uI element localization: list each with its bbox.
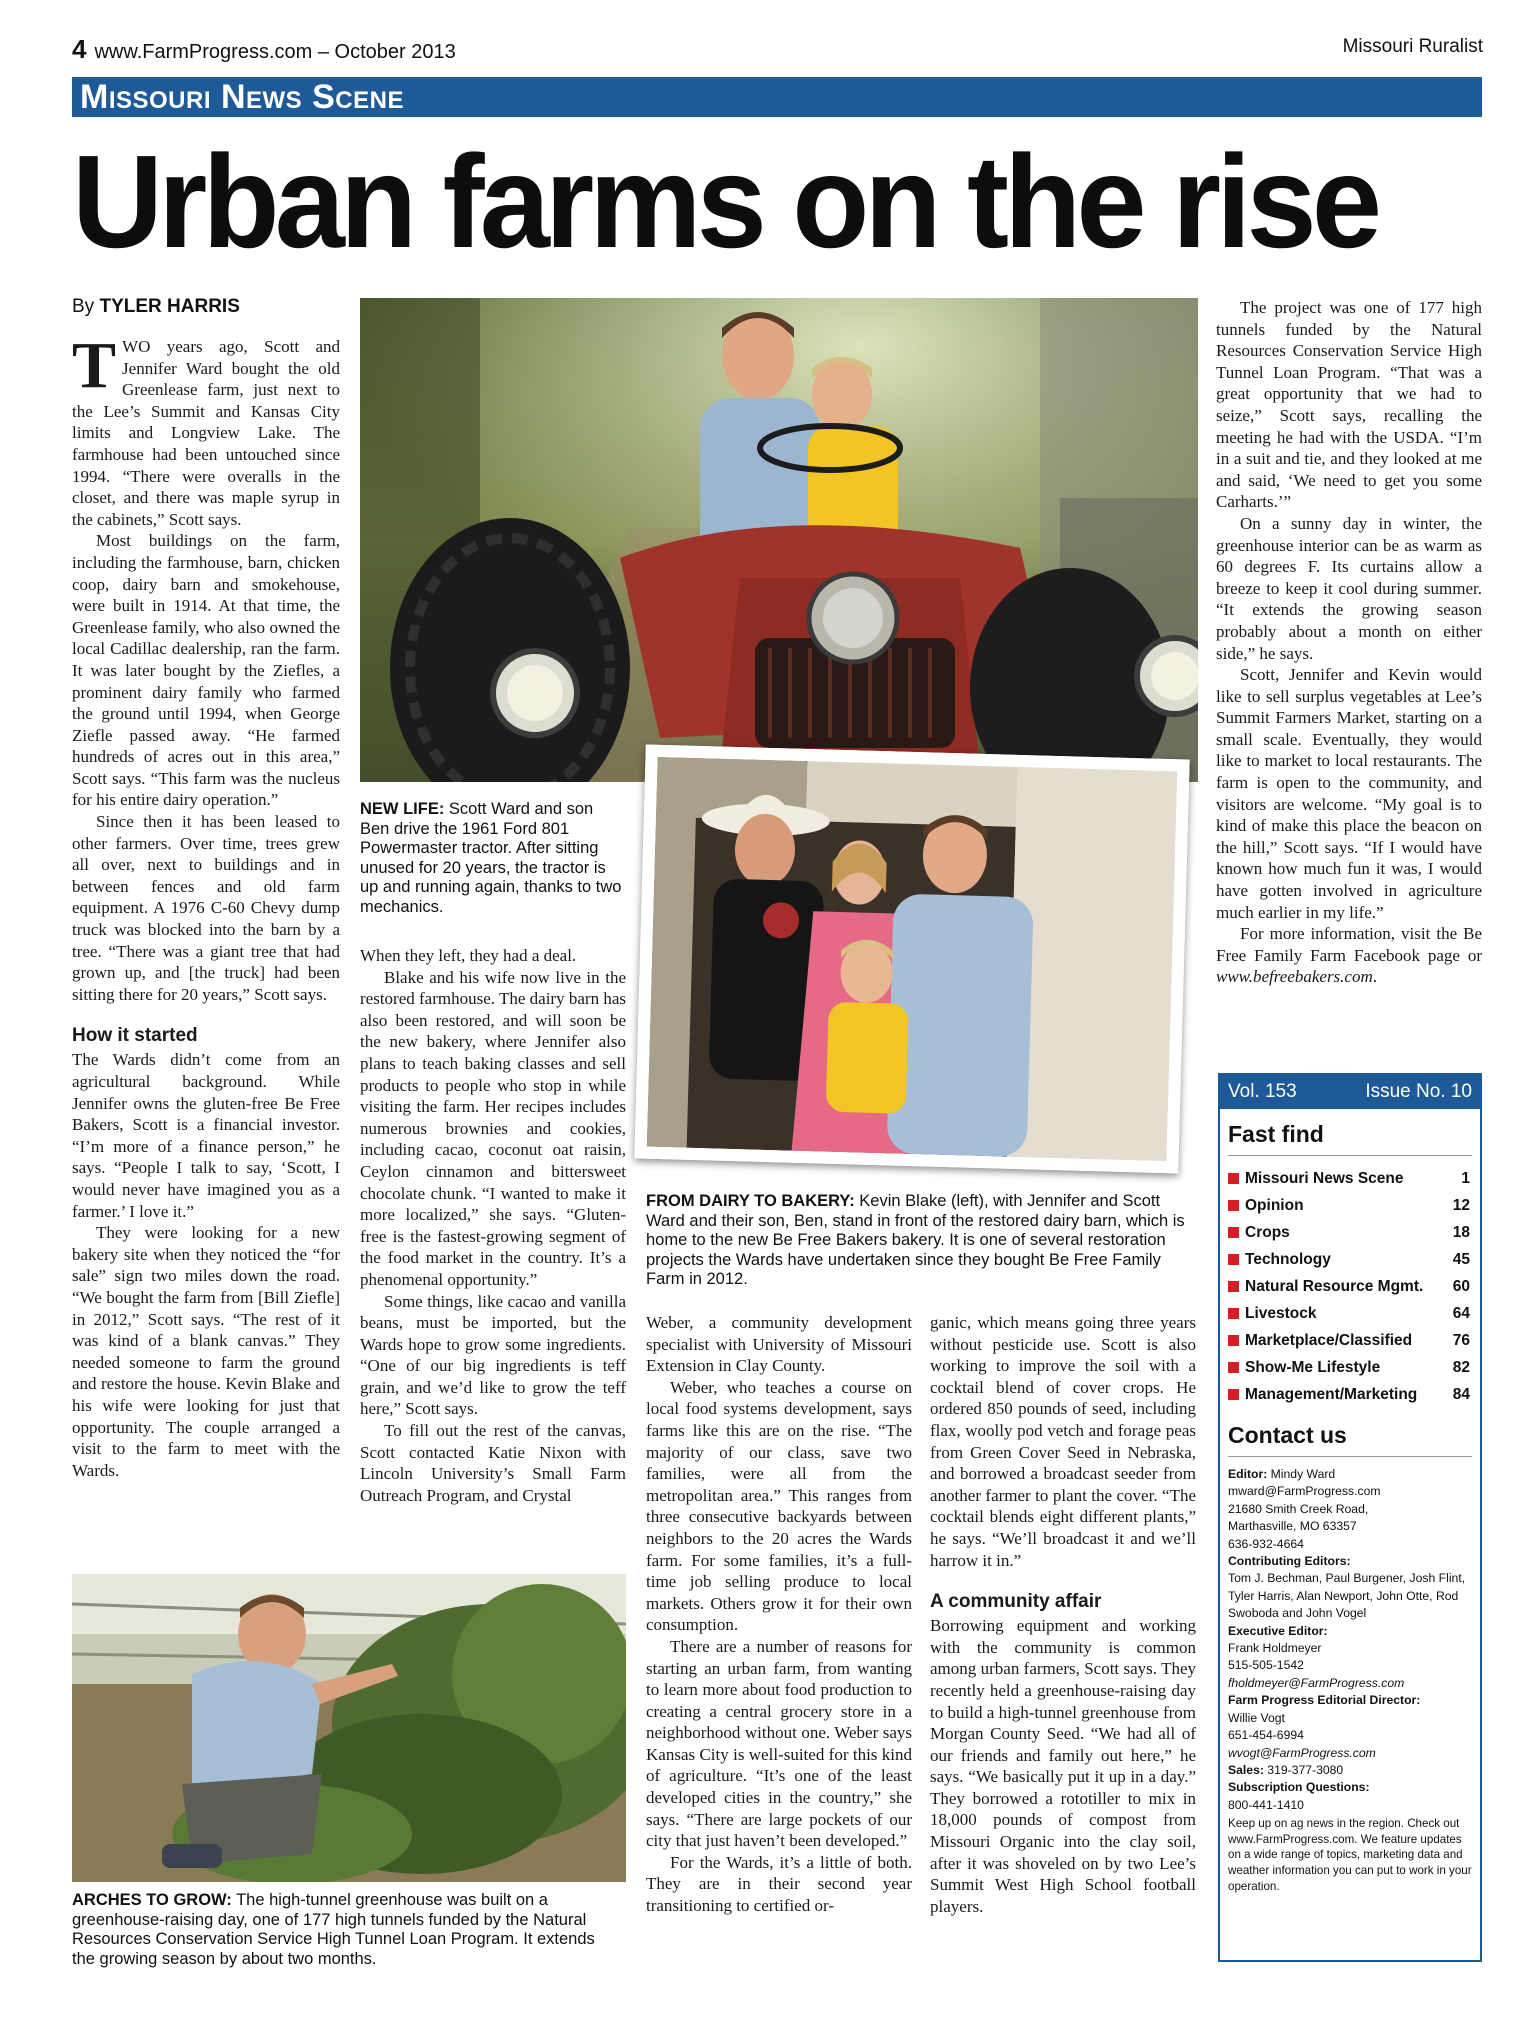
issue-number: Issue No. 10: [1365, 1081, 1472, 1102]
caption-label: FROM DAIRY TO BAKERY:: [646, 1192, 855, 1210]
fast-find-page: 82: [1452, 1359, 1470, 1376]
more-info-text: For more information, visit the Be Free Family Farm Facebook page or: [1216, 924, 1482, 965]
paragraph: Weber, who teaches a course on local food systems development, says farms like this are on the rise. “The majority of our class, save two families, were all from the metropolitan area.” This ranges from three consecutive backyards between neighbors to the 20 acres the Wards farm. For some families, it’s a full-time job selling produce to local markets. Others grow it for their own consumption.: [646, 1377, 912, 1635]
paragraph: [1216, 923, 1482, 988]
red-square-icon: [1228, 1308, 1239, 1319]
editor-address-2: Marthasville, MO 63357: [1228, 1519, 1357, 1534]
site-date: www.FarmProgress.com – October 2013: [94, 41, 456, 63]
caption-text: Kevin Blake (left), with Jennifer and Scott Ward and their son, Ben, stand in front of the restored dairy barn, which is home to the new Be Free Bakers bakery. It is one of several restoration projects the Wards have undertaken since they bought Be Free Family Farm in 2012.: [646, 1192, 1185, 1288]
lead-paragraph: [72, 329, 340, 530]
family-illustration: [647, 757, 1178, 1161]
contact-us-title: Contact us: [1228, 1422, 1347, 1448]
sales-label: Sales:: [1228, 1762, 1264, 1777]
contributing-label: Contributing Editors:: [1228, 1554, 1351, 1569]
keep-up-note: Keep up on ag news in the region. Check out www.FarmProgress.com. We feature updates on a wide range of topics, marketing data and weather information you can put to work in your operation.: [1228, 1817, 1472, 1893]
fast-find-label: Show-Me Lifestyle: [1245, 1359, 1381, 1376]
tractor-photo: [360, 298, 1198, 782]
fast-find-page: 76: [1452, 1332, 1470, 1349]
red-square-icon: [1228, 1335, 1239, 1346]
folio: [72, 34, 456, 65]
more-info-end: .: [1372, 967, 1377, 987]
caption-dairy-to-bakery: [646, 1192, 1186, 1290]
red-square-icon: [1228, 1200, 1239, 1211]
director-email[interactable]: wvogt@FarmProgress.com: [1228, 1745, 1376, 1760]
fast-find-label: Crops: [1245, 1224, 1290, 1241]
fast-find-label: Technology: [1245, 1251, 1331, 1268]
paragraph: Since then it has been leased to other farmers. Over time, trees grew all over, next to buildings and in between fences and old farm equipment. A 1976 C-60 Chevy dump truck was blocked into the barn by a tree. “There was a giant tree that had grown up, and [the truck] had been sitting there for 20 years,” Scott says.: [72, 812, 340, 1004]
red-square-icon: [1228, 1362, 1239, 1373]
fast-find-label: Opinion: [1245, 1197, 1304, 1214]
caption-text: Scott Ward and son Ben drive the 1961 Ford 801 Powermaster tractor. After sitting unused for 20 years, the tractor is up and running again, thanks to two mechanics.: [360, 800, 622, 916]
director-label: Farm Progress Editorial Director:: [1228, 1693, 1421, 1708]
editor-email[interactable]: mward@FarmProgress.com: [1228, 1484, 1381, 1499]
greenhouse-illustration: [72, 1574, 626, 1882]
column-1: [72, 329, 340, 1481]
column-4: [930, 1312, 1196, 1917]
paragraph: Weber, a community development specialist with University of Missouri Extension in Clay County.: [646, 1313, 912, 1376]
caption-label: ARCHES TO GROW:: [72, 1891, 232, 1909]
executive-label: Executive Editor:: [1228, 1623, 1328, 1638]
paragraph: Some things, like cacao and vanilla beans, must be imported, but the Wards hope to grow some ingredients. “One of our big ingredients is teff grain, and we’d like to grow the teff here,” Scott says.: [360, 1291, 626, 1419]
paragraph: There are a number of reasons for starting an urban farm, from wanting to learn more about food production to creating a central grocery store in a neighborhood without one. Weber says Kansas City is well-suited for this kind of agriculture. “It’s one of the least developed cities in the country,” she says. “There are large pockets of our city that just haven’t been developed.”: [646, 1636, 912, 1851]
lead-text: WO years ago, Scott and Jennifer Ward bought the old Greenlease farm, just next to the Lee’s Summit and Kansas City limits and Longview Lake. The farmhouse had been untouched since 1994. “There were overalls in the closet, and there was maple syrup in the cabinets,” Scott says.: [72, 337, 340, 529]
column-3: [646, 1312, 912, 1917]
subscription-label: Subscription Questions:: [1228, 1780, 1370, 1795]
contributing-names: Tom J. Bechman, Paul Burgener, Josh Flint, Tyler Harris, Alan Newport, John Otte, Rod Swoboda and John Vogel: [1228, 1571, 1466, 1621]
fast-find-label: Marketplace/Classified: [1245, 1332, 1413, 1349]
editor-address-1: 21680 Smith Creek Road,: [1228, 1501, 1369, 1516]
fast-find-item[interactable]: [1228, 1330, 1470, 1352]
divider: [1228, 1155, 1472, 1156]
red-square-icon: [1228, 1281, 1239, 1292]
subhead-how-it-started: How it started: [72, 1025, 198, 1047]
paragraph: Borrowing equipment and working with the community is common among urban farmers, Scott says. They recently held a greenhouse-raising day to build a high-tunnel greenhouse from Morgan County Seed. “We had all of our friends and family out here,” he says. “We basically put it up in a day.” They borrowed a rototiller to mix in 18,000 pounds of compost from Missouri Organic into the clay soil, after it was shoveled on by two Lee’s Summit West High School football players.: [930, 1616, 1196, 1916]
fast-find-item[interactable]: [1228, 1303, 1470, 1325]
publication-name: Missouri Ruralist: [1342, 36, 1483, 57]
dropcap: T: [72, 329, 117, 402]
section-title: Missouri News Scene: [80, 78, 404, 116]
fast-find-page: 84: [1452, 1386, 1470, 1403]
editor-name: Mindy Ward: [1267, 1467, 1336, 1481]
fast-find-item[interactable]: [1228, 1384, 1470, 1406]
director-phone: 651-454-6994: [1228, 1728, 1304, 1743]
paragraph: The project was one of 177 high tunnels funded by the Natural Resources Conservation Service High Tunnel Loan Program. “That was a great opportunity that we had to seize,” Scott says, recalling the meeting he had with the USDA. “I’m in a suit and tie, and they looked at me and said, ‘We need to get you some Carharts.’”: [1216, 298, 1482, 512]
fast-find-item[interactable]: [1228, 1249, 1470, 1271]
family-photo: [634, 744, 1189, 1173]
executive-name: Frank Holdmeyer: [1228, 1641, 1322, 1656]
column-5: [1216, 297, 1482, 988]
editor-line: [1228, 1466, 1474, 1483]
caption-text: The high-tunnel greenhouse was built on a greenhouse-raising day, one of 177 high tunnels funded by the Natural Resources Conservation Service High Tunnel Loan Program. It extends the growing season by about two months.: [72, 1891, 595, 1968]
paragraph: Scott, Jennifer and Kevin would like to sell surplus vegetables at Lee’s Summit Farmers Market, starting on a small scale. Eventually, they would like to market to local restaurants. The farm is open to the community, and visitors are welcome. “My goal is to kind of make this place the beacon on the hill,” Scott says. “If I would have known how much fun it was, I would have gotten involved in agriculture much earlier in my life.”: [1216, 665, 1482, 922]
red-square-icon: [1228, 1389, 1239, 1400]
paragraph: ganic, which means going three years without pesticide use. Scott is also working to improve the soil with a cocktail blend of cover crops. He ordered 850 pounds of seed, including flax, woolly pod vetch and forage peas from Green Cover Seed in Nebraska, and borrowed a broadcast seeder from another farmer to plant the cover. “The cocktail blends eight different plants,” he says. “We’ll broadcast it and we’ll harrow it in.”: [930, 1313, 1196, 1570]
paragraph: Most buildings on the farm, including the farmhouse, barn, chicken coop, dairy barn and smokehouse, were built in 1914. At that time, the Greenlease family, who also owned the local Cadillac dealership, ran the farm. It was later bought by the Ziefles, a prominent dairy family who farmed the ground until 1994, when George Ziefle passed away. “He farmed hundreds of acres out in this area,” Scott says. “This farm was the nucleus for his entire dairy operation.”: [72, 531, 340, 810]
executive-phone: 515-505-1542: [1228, 1658, 1304, 1673]
director-name: Willie Vogt: [1228, 1710, 1285, 1725]
greenhouse-photo: [72, 1574, 626, 1882]
fast-find-label: Livestock: [1245, 1305, 1317, 1322]
sales-line: [1228, 1762, 1474, 1779]
volume-bar: [1220, 1075, 1480, 1109]
byline-author: TYLER HARRIS: [99, 296, 240, 317]
fast-find-label: Management/Marketing: [1245, 1386, 1418, 1403]
byline: [72, 296, 240, 318]
fast-find-item[interactable]: [1228, 1168, 1470, 1190]
fast-find-page: 12: [1452, 1197, 1470, 1214]
fast-find-page: 45: [1452, 1251, 1470, 1268]
fast-find-page: 18: [1452, 1224, 1470, 1241]
column-2: [360, 945, 626, 1506]
executive-email[interactable]: fholdmeyer@FarmProgress.com: [1228, 1675, 1405, 1690]
caption-arches-to-grow: [72, 1891, 622, 1969]
caption-label: NEW LIFE:: [360, 800, 445, 818]
website-link[interactable]: www.befreebakers.com: [1216, 967, 1373, 987]
subhead-community-affair: A community affair: [930, 1591, 1102, 1613]
fast-find-page: 1: [1461, 1170, 1470, 1187]
fast-find-title: Fast find: [1228, 1121, 1324, 1147]
paragraph: The Wards didn’t come from an agricultural background. While Jennifer owns the gluten-free Be Free Bakers, Scott is a financial investor. “I’m more of a finance person,” he says. “People I talk to say, ‘Scott, I would never have imagined you as a farmer.’ I love it.”: [72, 1050, 340, 1221]
byline-prefix: By: [72, 296, 95, 317]
paragraph: They were looking for a new bakery site when they noticed the “for sale” sign two miles down the road. “We bought the farm from [Bill Ziefle] in 2012,” Scott says. “The rest of it was kind of a blank canvas.” They needed someone to farm the ground and restore the house. Kevin Blake and his wife were looking for just that opportunity. The couple arranged a visit to the farm to meet with the Wards.: [72, 1223, 340, 1480]
red-square-icon: [1228, 1254, 1239, 1265]
caption-new-life: [360, 800, 622, 917]
divider: [1228, 1456, 1472, 1457]
tractor-illustration: [360, 298, 1198, 782]
paragraph: When they left, they had a deal.: [360, 946, 577, 965]
sales-phone: 319-377-3080: [1263, 1762, 1344, 1777]
fast-find-page: 64: [1452, 1305, 1470, 1322]
fast-find-item[interactable]: [1228, 1195, 1470, 1217]
editor-label: Editor:: [1228, 1467, 1268, 1481]
headline: Urban farms on the rise: [72, 128, 1378, 275]
volume-number: Vol. 153: [1228, 1081, 1297, 1102]
red-square-icon: [1228, 1173, 1239, 1184]
contact-details: [1228, 1466, 1474, 1894]
fast-find-label: Missouri News Scene: [1245, 1170, 1404, 1187]
editor-phone: 636-932-4664: [1228, 1536, 1304, 1551]
paragraph: For the Wards, it’s a little of both. They are in their second year transitioning to certified or-: [646, 1852, 912, 1916]
fast-find-item[interactable]: [1228, 1357, 1470, 1379]
fast-find-label: Natural Resource Mgmt.: [1245, 1278, 1424, 1295]
fast-find-page: 60: [1452, 1278, 1470, 1295]
red-square-icon: [1228, 1227, 1239, 1238]
fast-find-item[interactable]: [1228, 1222, 1470, 1244]
paragraph: Blake and his wife now live in the restored farmhouse. The dairy barn has also been restored, and will soon be the new bakery, where Jennifer also plans to teach baking classes and sell products to people who stop in while visiting the farm. Her recipes includes numerous brownies and cookies, including cacao, coconut oat raisin, Ceylon cinnamon and bittersweet chocolate chunk. “I wanted to make it more localized,” she says. “Gluten-free is the fastest-growing segment of the food market in the country. It’s a phenomenal opportunity.”: [360, 967, 626, 1289]
fast-find-item[interactable]: [1228, 1276, 1470, 1298]
paragraph: On a sunny day in winter, the greenhouse interior can be as warm as 60 degrees F. Its curtains allow a breeze to keep it cool during summer. “It extends the growing season probably about a month on either side,” he says.: [1216, 513, 1482, 663]
paragraph: To fill out the rest of the canvas, Scott contacted Katie Nixon with Lincoln University’s Small Farm Outreach Program, and Crystal: [360, 1421, 626, 1505]
subscription-phone: 800-441-1410: [1228, 1797, 1304, 1812]
page-number: 4: [72, 34, 87, 64]
